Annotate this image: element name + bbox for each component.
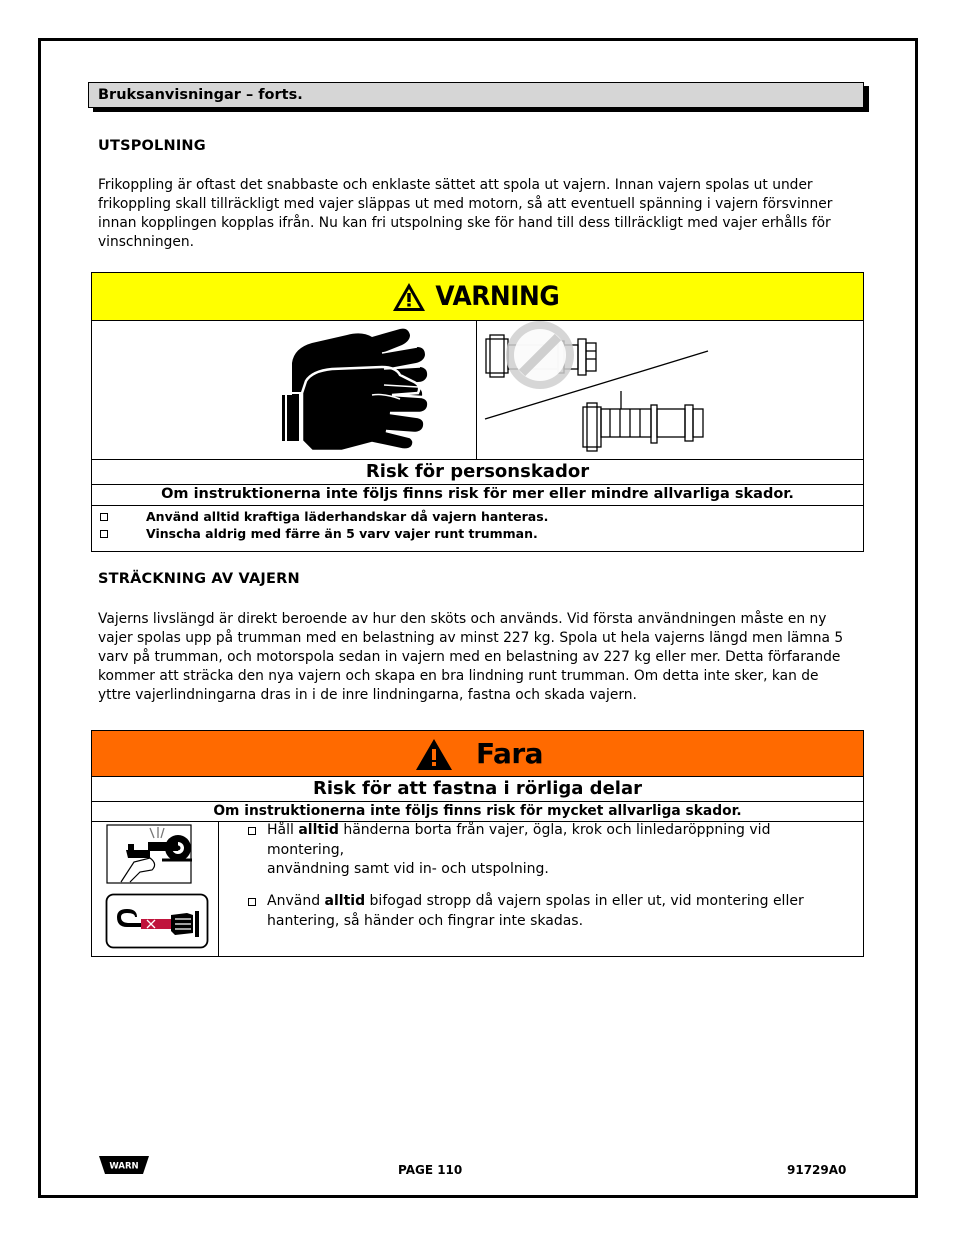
danger-bullet-text: Håll bbox=[267, 822, 299, 838]
utspolning-paragraph bbox=[98, 176, 853, 252]
danger-signal-word: Fara bbox=[475, 737, 544, 770]
warning-bullet-text: Använd alltid kraftiga läderhandskar då vajern hanteras. bbox=[146, 509, 549, 524]
hook-strap-icon bbox=[105, 893, 209, 949]
warning-signal-word: VARNING bbox=[435, 281, 559, 312]
warning-triangle-icon bbox=[391, 281, 427, 313]
paragraph-line: vajer spolas upp på trumman med en belastning av minst 227 kg. Spola ut hela vajerns längd men lämna 5 bbox=[98, 630, 844, 646]
danger-title: Risk för att fastna i rörliga delar bbox=[313, 778, 642, 799]
paragraph-line: kommer att sträcka den nya vajern och skapa en bra lindning runt trumman. Om detta inte sker, kan de bbox=[98, 668, 819, 684]
warning-bullet bbox=[100, 509, 549, 524]
danger-signal-panel bbox=[92, 731, 863, 776]
stretching-heading: STRÄCKNING AV VAJERN bbox=[98, 571, 300, 587]
section-header: Bruksanvisningar – forts. bbox=[88, 82, 864, 108]
danger-bullet-text: hantering, så händer och fingrar inte skadas. bbox=[267, 912, 584, 929]
warning-box bbox=[91, 272, 864, 552]
danger-bullet-text: händerna borta från vajer, ögla, krok och linledaröppning vid montering, bbox=[267, 822, 771, 858]
paragraph-line: frikoppling skall tillräckligt med vajer släppas ut med motorn, så att eventuell spänning i vajern försvinner bbox=[98, 196, 833, 212]
danger-triangle-icon bbox=[412, 735, 456, 773]
danger-bullet bbox=[248, 821, 848, 880]
warning-subtitle: Om instruktionerna inte följs finns risk för mer eller mindre allvarliga skador. bbox=[161, 486, 794, 502]
danger-bullet-text: Använd bbox=[267, 893, 325, 909]
winch-angle-prohibited-icon bbox=[480, 321, 860, 459]
document-number: 91729A0 bbox=[787, 1163, 847, 1177]
checkbox-bullet-icon bbox=[248, 898, 256, 906]
gloves-icon bbox=[272, 323, 432, 458]
paragraph-line: innan kopplingen kopplas ifrån. Nu kan fri utspolning ske för hand till dess tillräckligt med vajer erhålls för bbox=[98, 215, 831, 231]
paragraph-line: Frikoppling är oftast det snabbaste och enklaste sättet att spola ut vajern. Innan vajern spolas ut under bbox=[98, 177, 813, 193]
warning-bullet-text: Vinscha aldrig med färre än 5 varv vajer runt trumman. bbox=[146, 526, 538, 541]
danger-bullet-emphasis: alltid bbox=[324, 893, 366, 909]
stretching-paragraph bbox=[98, 610, 853, 705]
utspolning-heading: UTSPOLNING bbox=[98, 138, 206, 154]
checkbox-bullet-icon bbox=[248, 827, 256, 835]
paragraph-line: Vajerns livslängd är direkt beroende av hur den sköts och används. Vid första användningen måste en ny bbox=[98, 611, 827, 627]
warn-logo-text: WARN bbox=[109, 1161, 139, 1172]
danger-subtitle: Om instruktionerna inte följs finns risk för mycket allvarliga skador. bbox=[213, 803, 742, 819]
checkbox-bullet-icon bbox=[100, 513, 108, 521]
warning-title: Risk för personskador bbox=[365, 461, 590, 482]
warning-signal-panel bbox=[92, 273, 863, 320]
danger-bullet-text: användning samt vid in- och utspolning. bbox=[267, 861, 549, 877]
checkbox-bullet-icon bbox=[100, 530, 108, 538]
paragraph-line: yttre vajerlindningarna dras in i de inre lindningarna, fastna och skada vajern. bbox=[98, 687, 637, 703]
page-number: PAGE 110 bbox=[398, 1163, 463, 1177]
warning-bullet bbox=[100, 526, 538, 541]
paragraph-line: vinschningen. bbox=[98, 234, 194, 250]
paragraph-line: varv på trumman, och motorspola sedan in vajern med en belastning av 227 kg eller mer. Detta förfarande bbox=[98, 649, 841, 665]
danger-box bbox=[91, 730, 864, 957]
warn-logo bbox=[97, 1154, 151, 1176]
danger-bullet-emphasis: alltid bbox=[298, 822, 339, 838]
danger-bullet bbox=[248, 892, 848, 931]
danger-bullet-text: bifogad stropp då vajern spolas in eller ut, vid montering eller bbox=[365, 893, 804, 909]
hand-entanglement-icon bbox=[106, 824, 192, 884]
